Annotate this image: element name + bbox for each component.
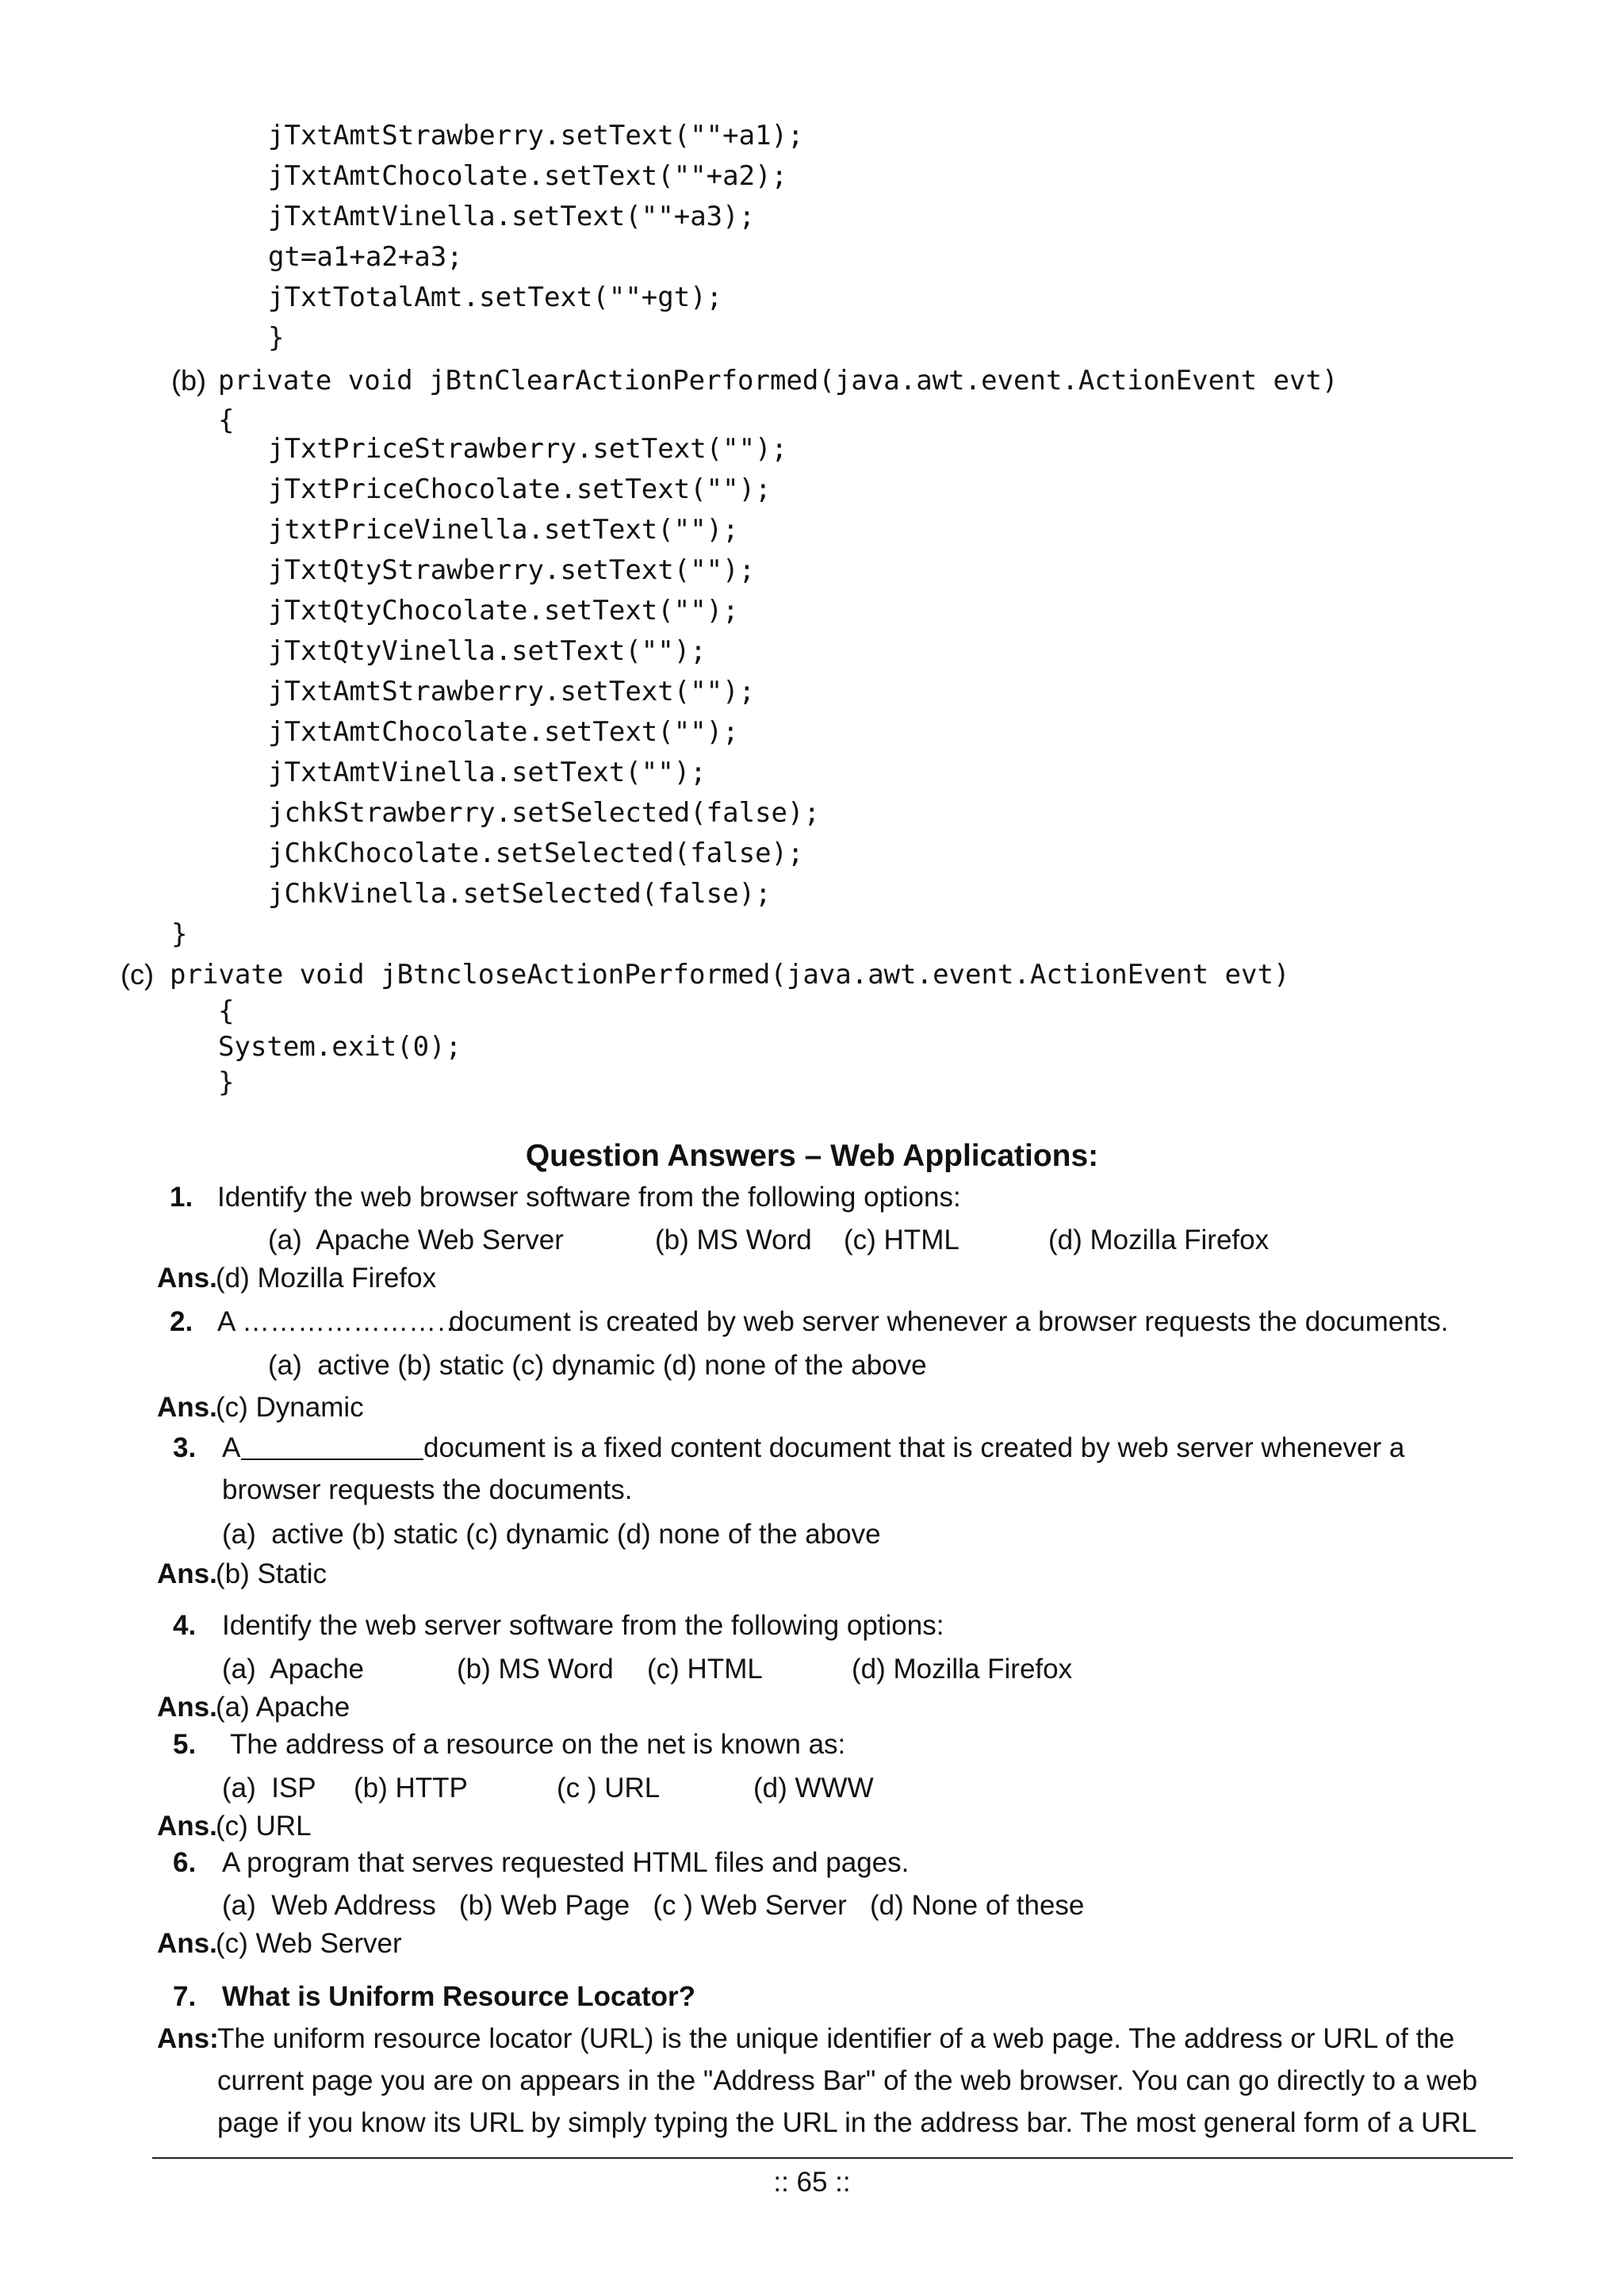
code-line: jTxtAmtVinella.setText(""+a3); <box>268 201 756 232</box>
code-line: jTxtQtyVinella.setText(""); <box>268 635 707 667</box>
question-number: 3. <box>173 1432 197 1463</box>
code-line: jtxtPriceVinella.setText(""); <box>268 514 739 546</box>
code-line: System.exit(0); <box>218 1031 462 1063</box>
question-text: Identify the web server software from the following options: <box>222 1610 944 1641</box>
code-line: { <box>218 404 235 436</box>
option-d: (d) Mozilla Firefox <box>1048 1225 1270 1255</box>
option-c: (c) HTML <box>647 1654 763 1685</box>
code-line: jChkVinella.setSelected(false); <box>268 878 772 910</box>
answer-text: (c) Web Server <box>216 1928 402 1959</box>
fill-in-blank <box>241 1458 423 1460</box>
answer-text: (d) Mozilla Firefox <box>216 1263 437 1294</box>
answer-label: Ans. <box>157 1811 217 1842</box>
question-number: 5. <box>173 1729 197 1760</box>
code-line: gt=a1+a2+a3; <box>268 241 463 273</box>
code-line: } <box>171 918 188 950</box>
option-c: (c ) URL <box>557 1773 661 1803</box>
answer-label: Ans. <box>157 1558 217 1589</box>
code-line: jTxtAmtStrawberry.setText(""+a1); <box>268 120 804 151</box>
options-line: (a) Web Address (b) Web Page (c ) Web Server (d) None of these <box>222 1890 1085 1921</box>
code-line: jTxtTotalAmt.setText(""+gt); <box>268 282 723 313</box>
answer-label: Ans. <box>157 1692 217 1723</box>
option-b: (b) MS Word <box>655 1225 812 1255</box>
answer-label: Ans. <box>157 1928 217 1959</box>
answer-paragraph-line: page if you know its URL by simply typing the URL in the address bar. The most general form of a URL <box>217 2107 1477 2138</box>
question-text: A …………………… <box>217 1306 465 1337</box>
answer-paragraph-line: current page you are on appears in the "Address Bar" of the web browser. You can go directly to a web <box>217 2065 1478 2096</box>
footer-divider <box>152 2157 1513 2159</box>
option-a: (a) Apache Web Server <box>268 1225 564 1255</box>
code-line: jTxtAmtChocolate.setText(""); <box>268 716 739 748</box>
option-c: (c) HTML <box>844 1225 959 1255</box>
options-line: (a) active (b) static (c) dynamic (d) none of the above <box>222 1519 881 1550</box>
code-line: jTxtPriceChocolate.setText(""); <box>268 473 772 505</box>
options-line: (a) active (b) static (c) dynamic (d) none of the above <box>268 1350 927 1381</box>
code-line: jChkChocolate.setSelected(false); <box>268 838 804 869</box>
answer-label: Ans. <box>157 1263 217 1294</box>
question-number: 7. <box>173 1981 197 2012</box>
code-line: private void jBtncloseActionPerformed(java.awt.event.ActionEvent evt) <box>170 959 1290 991</box>
question-text: document is created by web server whenever a browser requests the documents. <box>449 1306 1449 1337</box>
code-line: jchkStrawberry.setSelected(false); <box>268 797 820 829</box>
question-number: 1. <box>170 1182 193 1213</box>
code-line: jTxtAmtChocolate.setText(""+a2); <box>268 160 788 192</box>
question-text: Identify the web browser software from the following options: <box>217 1182 961 1213</box>
question-text-cont: browser requests the documents. <box>222 1474 633 1505</box>
option-b: (b) MS Word <box>457 1654 614 1685</box>
question-text: A <box>222 1432 241 1463</box>
question-text: A program that serves requested HTML files and pages. <box>222 1847 910 1878</box>
code-line: { <box>218 995 235 1027</box>
code-part-label-b: (b) <box>171 364 206 397</box>
answer-label: Ans: <box>157 2023 219 2054</box>
code-line: } <box>218 1067 235 1098</box>
question-text: The address of a resource on the net is known as: <box>230 1729 846 1760</box>
option-a: (a) Apache <box>222 1654 364 1685</box>
answer-text: (c) URL <box>216 1811 312 1842</box>
code-line: jTxtAmtStrawberry.setText(""); <box>268 676 756 707</box>
code-line: jTxtQtyStrawberry.setText(""); <box>268 554 756 586</box>
answer-text: (c) Dynamic <box>216 1392 364 1423</box>
option-b: (b) HTTP <box>354 1773 468 1803</box>
question-text: What is Uniform Resource Locator? <box>222 1981 696 2012</box>
code-line: } <box>268 322 285 354</box>
code-line: jTxtPriceStrawberry.setText(""); <box>268 433 788 465</box>
page-number: :: 65 :: <box>773 2167 851 2198</box>
code-line: jTxtQtyChocolate.setText(""); <box>268 595 739 627</box>
question-number: 4. <box>173 1610 197 1641</box>
answer-text: (a) Apache <box>216 1692 350 1723</box>
code-line: private void jBtnClearActionPerformed(java.awt.event.ActionEvent evt) <box>218 365 1339 397</box>
question-text: document is a fixed content document that is created by web server whenever a <box>423 1432 1405 1463</box>
option-a: (a) ISP <box>222 1773 316 1803</box>
question-number: 6. <box>173 1847 197 1878</box>
answer-label: Ans. <box>157 1392 217 1423</box>
section-heading: Question Answers – Web Applications: <box>525 1139 1099 1173</box>
option-d: (d) WWW <box>753 1773 874 1803</box>
code-part-label-c: (c) <box>121 958 154 991</box>
answer-paragraph-line: The uniform resource locator (URL) is the unique identifier of a web page. The address or URL of the <box>217 2023 1455 2054</box>
code-line: jTxtAmtVinella.setText(""); <box>268 757 707 788</box>
answer-text: (b) Static <box>216 1558 327 1589</box>
question-number: 2. <box>170 1306 193 1337</box>
option-d: (d) Mozilla Firefox <box>852 1654 1073 1685</box>
